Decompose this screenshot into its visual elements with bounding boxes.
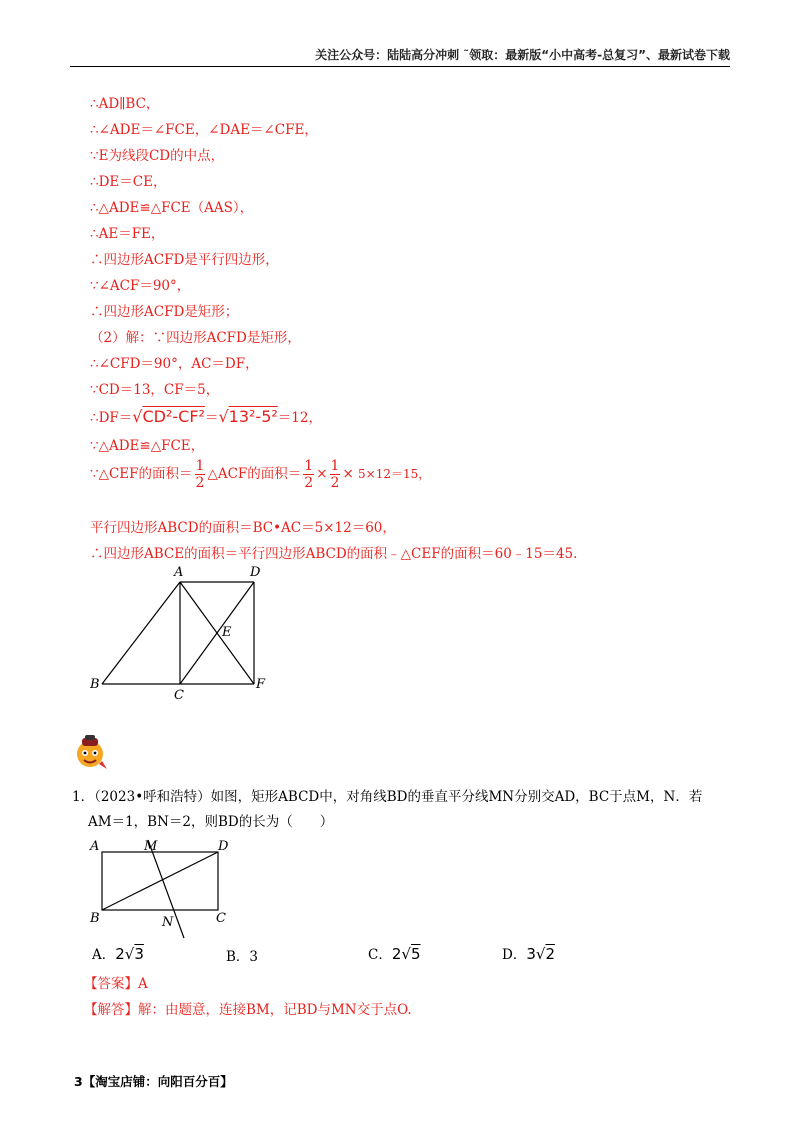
solution-line: ∴四边形ACFD是矩形； [90, 304, 239, 320]
coefficient: 2 [115, 945, 125, 963]
option-c[interactable] [368, 943, 421, 963]
numerator: 1 [304, 458, 314, 474]
radicand: CD²-CF² [142, 407, 205, 426]
numerator: 1 [330, 458, 340, 474]
solution-line: ∴△ADE≌△FCE（AAS）， [90, 200, 254, 216]
explanation-line: 【解答】解：由题意，连接BM，记BD与MN交于点O. [84, 1002, 412, 1018]
option-value: 2√3 [115, 945, 144, 963]
page-header: 关注公众号：陆陆高分冲刺 ˜领取：最新版“小中高考-总复习”、最新试卷下载 [70, 46, 730, 67]
radicand: 3 [134, 945, 144, 963]
radicand: 2 [545, 945, 555, 963]
page-footer: 3【淘宝店铺：向阳百分百】 [74, 1074, 233, 1089]
label-d: D [218, 839, 229, 854]
solution-line: ∴∠ADE＝∠FCE，∠DAE＝∠CFE， [90, 122, 318, 138]
text-span: 5×12＝15， [358, 467, 431, 481]
label-c: C [216, 911, 226, 926]
text-span: ∴DF＝ [90, 410, 133, 426]
solution-line: ∵E为线段CD的中点， [90, 148, 225, 164]
label-d: D [250, 565, 261, 580]
solution-line: ∴AD∥BC， [90, 96, 160, 112]
solution-line: ∵△ADE≌△FCE， [90, 438, 205, 454]
coefficient: 2 [391, 945, 402, 963]
fraction [195, 458, 206, 491]
radicand: 5 [410, 945, 421, 963]
option-label: A． [92, 947, 116, 963]
label-b: B [90, 677, 100, 692]
solution-line: ∴DE＝CE， [90, 174, 167, 190]
option-label: D． [502, 947, 527, 963]
solution-line-sqrt [90, 406, 322, 426]
solution-line-fraction [90, 458, 430, 491]
sqrt-expression: √CD²-CF² [132, 407, 205, 426]
segment-bd [102, 852, 218, 910]
text-span: ＝12， [277, 410, 322, 426]
solution-line: ∵CD＝13，CF＝5， [90, 382, 220, 398]
solution-line: ∴四边形ABCE的面积＝平行四边形ABCD的面积﹣△CEF的面积＝60﹣15＝45. [90, 546, 578, 562]
text-span: △ACF的面积＝ [207, 466, 302, 482]
label-a: A [90, 839, 100, 854]
fraction [330, 458, 341, 491]
option-a[interactable] [92, 943, 144, 963]
text-span: × [316, 466, 328, 482]
denominator: 2 [330, 475, 340, 491]
answer-line: 【答案】A [84, 976, 148, 992]
figure-abcd-mn [86, 834, 246, 944]
option-value: 3√2 [526, 945, 555, 963]
sqrt-expression: √13²-5² [218, 407, 278, 426]
option-d[interactable] [502, 943, 555, 963]
text-span: ∵△CEF的面积＝ [90, 466, 193, 482]
question-line: 1．（2023•呼和浩特）如图，矩形ABCD中，对角线BD的垂直平分线MN分别交AD，BC于点M，N．若 [72, 789, 703, 805]
radicand: 13²-5² [228, 407, 278, 426]
denominator: 2 [195, 475, 205, 491]
option-value: 2√5 [391, 945, 421, 963]
label-f: F [256, 677, 266, 692]
solution-line: （2）解：∵四边形ACFD是矩形， [90, 330, 301, 346]
label-a: A [174, 565, 184, 580]
text-span: ＝ [204, 410, 219, 426]
label-e: E [222, 625, 232, 640]
coefficient: 3 [526, 945, 536, 963]
option-b[interactable]: B．3 [226, 949, 259, 965]
solution-line: ∴四边形ACFD是平行四边形， [90, 252, 279, 268]
label-n: N [162, 915, 174, 930]
pencil-mascot-icon [72, 734, 108, 770]
question-line: AM＝1，BN＝2，则BD的长为（ ） [88, 814, 334, 830]
denominator: 2 [304, 475, 314, 491]
segment-ab [102, 582, 180, 684]
label-c: C [174, 688, 184, 703]
text-span: × [342, 466, 354, 482]
solution-line: ∴AE＝FE， [90, 226, 165, 242]
solution-line: ∴∠CFD＝90°，AC＝DF， [90, 356, 259, 372]
label-b: B [90, 911, 100, 926]
solution-line: 平行四边形ABCD的面积＝BC•AC＝5×12＝60， [90, 520, 396, 536]
numerator: 1 [195, 458, 205, 474]
figure-acfd [88, 564, 278, 704]
fraction [303, 458, 314, 491]
solution-line: ∵∠ACF＝90°， [90, 278, 191, 294]
label-m: M [144, 839, 158, 854]
option-label: C． [368, 947, 392, 963]
